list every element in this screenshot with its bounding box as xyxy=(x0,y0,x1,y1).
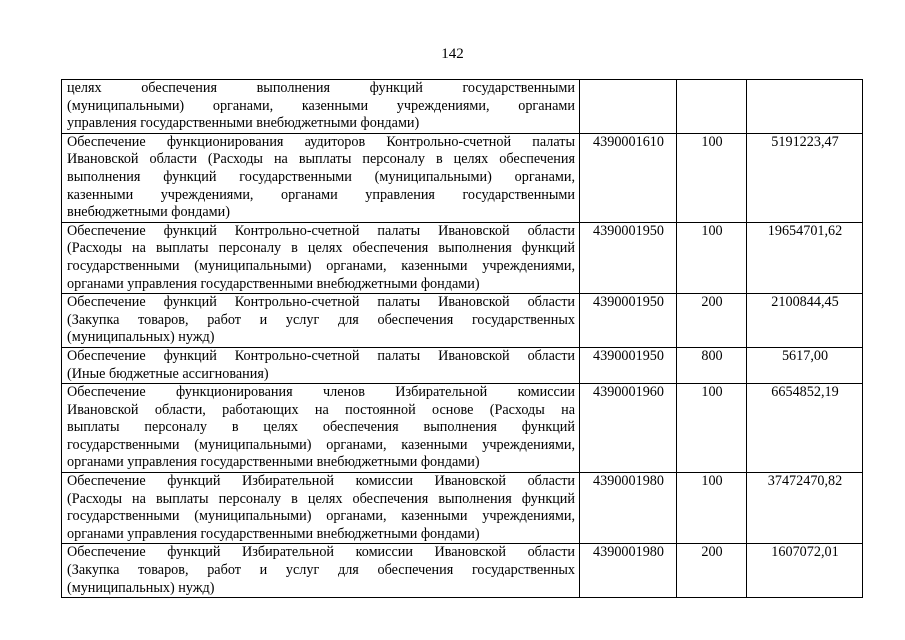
expense-type-code: 200 xyxy=(677,544,747,598)
expense-type-code: 100 xyxy=(677,473,747,544)
target-item-code: 4390001980 xyxy=(580,544,677,598)
description-line: выполнения функций государственными (муниципальными) органами, xyxy=(67,168,575,185)
amount-value: 1607072,01 xyxy=(747,544,863,598)
description-line: Обеспечение функций Контрольно-счетной палаты Ивановской области xyxy=(67,294,575,311)
description-line: (Иные бюджетные ассигнования) xyxy=(67,365,269,382)
description-line: (муниципальных) нужд) xyxy=(67,329,215,346)
amount-value xyxy=(747,80,863,134)
expense-description xyxy=(62,384,580,473)
table-row xyxy=(62,384,863,473)
description-line: Обеспечение функций Избирательной комиссии Ивановской области xyxy=(67,473,575,490)
table-body xyxy=(62,80,863,598)
description-line: Обеспечение функций Контрольно-счетной палаты Ивановской области xyxy=(67,222,575,239)
amount-value: 6654852,19 xyxy=(747,384,863,473)
target-item-code: 4390001950 xyxy=(580,222,677,293)
amount-value: 2100844,45 xyxy=(747,294,863,348)
description-line: Ивановской области (Расходы на выплаты персоналу в целях обеспечения xyxy=(67,151,575,168)
table-row xyxy=(62,294,863,348)
description-line: государственными (муниципальными) органами, казенными учреждениями, xyxy=(67,508,575,525)
description-line: органами управления государственными внебюджетными фондами) xyxy=(67,275,480,292)
target-item-code: 4390001980 xyxy=(580,473,677,544)
description-line: (Закупка товаров, работ и услуг для обеспечения государственных xyxy=(67,311,575,328)
expense-description xyxy=(62,544,580,598)
description-line: органами управления государственными внебюджетными фондами) xyxy=(67,454,480,471)
table-row xyxy=(62,347,863,383)
description-line: Обеспечение функций Контрольно-счетной палаты Ивановской области xyxy=(67,347,575,364)
amount-value: 5617,00 xyxy=(747,347,863,383)
table-row xyxy=(62,473,863,544)
description-line: Обеспечение функций Избирательной комиссии Ивановской области xyxy=(67,544,575,561)
target-item-code: 4390001950 xyxy=(580,347,677,383)
expense-type-code: 800 xyxy=(677,347,747,383)
description-line: Обеспечение функционирования членов Избирательной комиссии xyxy=(67,384,575,401)
description-line: управления государственными внебюджетными фондами) xyxy=(67,115,420,132)
description-line: (муниципальными) органами, казенными учреждениями, органами xyxy=(67,97,575,114)
expense-type-code xyxy=(677,80,747,134)
table-row xyxy=(62,80,863,134)
expense-description xyxy=(62,294,580,348)
budget-table xyxy=(61,79,863,598)
expense-description xyxy=(62,133,580,222)
description-line: (Закупка товаров, работ и услуг для обеспечения государственных xyxy=(67,562,575,579)
expense-type-code: 200 xyxy=(677,294,747,348)
expense-description xyxy=(62,80,580,134)
expense-description xyxy=(62,473,580,544)
description-line: целях обеспечения выполнения функций государственными xyxy=(67,80,575,96)
table-row xyxy=(62,133,863,222)
expense-type-code: 100 xyxy=(677,133,747,222)
description-line: государственными (муниципальными) органами, казенными учреждениями, xyxy=(67,436,575,453)
page-number: 142 xyxy=(441,46,464,62)
description-line: Ивановской области, работающих на постоянной основе (Расходы на xyxy=(67,401,575,418)
target-item-code: 4390001950 xyxy=(580,294,677,348)
amount-value: 5191223,47 xyxy=(747,133,863,222)
target-item-code: 4390001960 xyxy=(580,384,677,473)
target-item-code xyxy=(580,80,677,134)
description-line: государственными (муниципальными) органами, казенными учреждениями, xyxy=(67,257,575,274)
amount-value: 19654701,62 xyxy=(747,222,863,293)
table-row xyxy=(62,222,863,293)
amount-value: 37472470,82 xyxy=(747,473,863,544)
description-line: (Расходы на выплаты персоналу в целях обеспечения выполнения функций xyxy=(67,240,575,257)
table-row xyxy=(62,544,863,598)
description-line: (муниципальных) нужд) xyxy=(67,579,215,596)
description-line: (Расходы на выплаты персоналу в целях обеспечения выполнения функций xyxy=(67,490,575,507)
expense-type-code: 100 xyxy=(677,384,747,473)
target-item-code: 4390001610 xyxy=(580,133,677,222)
description-line: внебюджетными фондами) xyxy=(67,204,230,221)
description-line: Обеспечение функционирования аудиторов Контрольно-счетной палаты xyxy=(67,133,575,150)
expense-description xyxy=(62,347,580,383)
expense-description xyxy=(62,222,580,293)
description-line: выплаты персоналу в целях обеспечения выполнения функций xyxy=(67,419,575,436)
expense-type-code: 100 xyxy=(677,222,747,293)
description-line: казенными учреждениями, органами управления государственными xyxy=(67,186,575,203)
description-line: органами управления государственными внебюджетными фондами) xyxy=(67,525,480,542)
